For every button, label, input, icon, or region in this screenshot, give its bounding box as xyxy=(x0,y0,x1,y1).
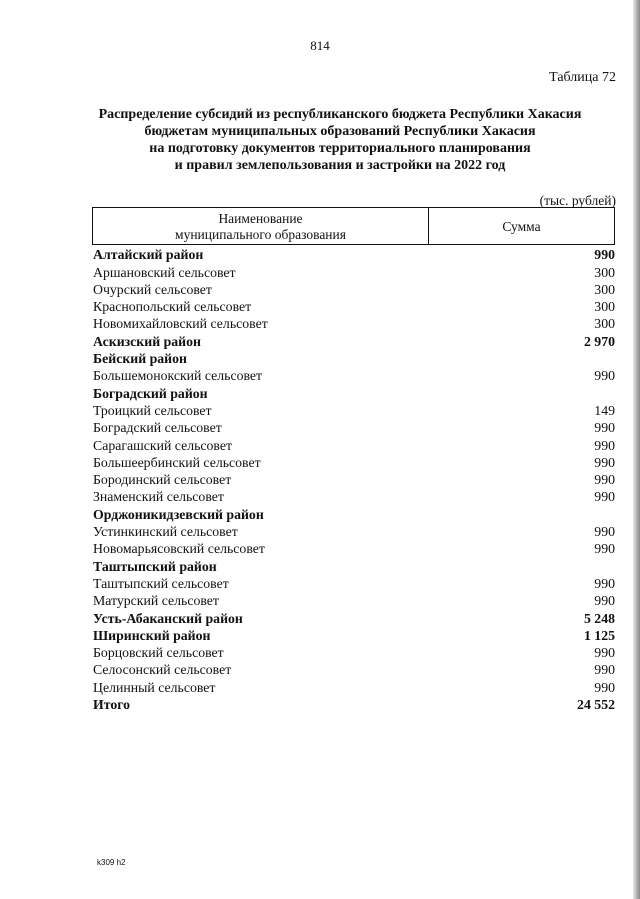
row-name: Бородинский сельсовет xyxy=(93,472,232,488)
table-row xyxy=(93,557,615,574)
row-value: 149 xyxy=(594,402,615,418)
document-title xyxy=(60,106,620,174)
row-name: Целинный сельсовет xyxy=(93,679,216,695)
table-row xyxy=(93,419,615,436)
table-row xyxy=(93,384,615,401)
table-row xyxy=(93,644,615,661)
header-name-line: муниципального образования xyxy=(175,227,346,242)
table-row xyxy=(93,315,615,332)
table-row xyxy=(93,471,615,488)
row-name: Матурский сельсовет xyxy=(93,593,219,609)
scan-edge-shadow xyxy=(633,0,640,899)
row-value: 990 xyxy=(594,524,615,540)
header-name-line: Наименование xyxy=(218,211,303,226)
row-name: Аскизский район xyxy=(93,333,201,349)
table-row xyxy=(93,332,615,349)
table-row xyxy=(93,246,615,263)
table-header xyxy=(92,207,615,245)
row-value: 990 xyxy=(594,593,615,609)
row-name: Итого xyxy=(93,697,131,713)
row-name: Сарагашский сельсовет xyxy=(93,437,232,453)
row-value: 990 xyxy=(594,645,615,661)
row-name: Краснопольский сельсовет xyxy=(93,299,252,315)
table-row xyxy=(93,350,615,367)
units-label: (тыс. рублей) xyxy=(539,193,616,208)
table-row xyxy=(93,367,615,384)
table-row xyxy=(93,627,615,644)
footer-code: k309 h2 xyxy=(97,858,126,867)
row-name: Очурский сельсовет xyxy=(93,281,212,297)
row-name: Большемонокский сельсовет xyxy=(93,368,263,384)
page-number: 814 xyxy=(310,38,330,53)
row-value: 300 xyxy=(594,299,615,315)
row-value: 5 248 xyxy=(583,610,615,626)
row-name: Бейский район xyxy=(93,351,187,367)
table-row xyxy=(93,488,615,505)
row-value: 990 xyxy=(594,472,615,488)
row-name: Борцовский сельсовет xyxy=(93,645,224,661)
table-row xyxy=(93,298,615,315)
row-value: 300 xyxy=(594,316,615,332)
table-label: Таблица 72 xyxy=(549,70,616,85)
table-row xyxy=(93,454,615,471)
row-name: Таштыпский сельсовет xyxy=(93,575,229,591)
table-row xyxy=(93,661,615,678)
row-name: Алтайский район xyxy=(93,247,204,263)
row-name: Устинкинский сельсовет xyxy=(93,524,238,540)
table-row xyxy=(93,592,615,609)
row-value: 24 552 xyxy=(577,697,615,713)
table-row xyxy=(93,609,615,626)
row-value: 990 xyxy=(594,662,615,678)
row-name: Знаменский сельсовет xyxy=(93,489,224,505)
row-name: Новомихайловский сельсовет xyxy=(93,316,268,332)
row-name: Таштыпский район xyxy=(93,558,217,574)
row-value: 990 xyxy=(594,575,615,591)
row-value: 990 xyxy=(594,368,615,384)
table-row xyxy=(93,436,615,453)
row-value: 1 125 xyxy=(583,627,615,643)
table-row xyxy=(93,575,615,592)
header-sum-cell: Сумма xyxy=(502,219,541,234)
row-name: Троицкий сельсовет xyxy=(93,402,212,418)
row-name: Аршановский сельсовет xyxy=(93,264,236,280)
table-row xyxy=(93,281,615,298)
row-value: 300 xyxy=(594,264,615,280)
row-value: 990 xyxy=(594,541,615,557)
row-name: Усть-Абаканский район xyxy=(93,610,243,626)
table-row xyxy=(93,523,615,540)
title-line: на подготовку документов территориального планирования xyxy=(149,141,531,156)
row-name: Новомарьясовский сельсовет xyxy=(93,541,265,557)
table-row xyxy=(93,696,615,713)
row-name: Орджоникидзевский район xyxy=(93,506,264,522)
row-value: 990 xyxy=(594,679,615,695)
title-line: Распределение субсидий из республиканского бюджета Республики Хакасия xyxy=(98,107,582,122)
row-value: 990 xyxy=(594,437,615,453)
row-name: Ширинский район xyxy=(93,627,211,643)
title-line: и правил землепользования и застройки на 2022 год xyxy=(174,158,506,173)
row-value: 990 xyxy=(594,454,615,470)
table-row xyxy=(93,263,615,280)
row-value: 2 970 xyxy=(583,333,615,349)
header-name-cell xyxy=(93,208,429,244)
row-value: 990 xyxy=(594,420,615,436)
table-row xyxy=(93,402,615,419)
row-value: 990 xyxy=(594,489,615,505)
row-value: 300 xyxy=(594,281,615,297)
title-line: бюджетам муниципальных образований Республики Хакасия xyxy=(144,124,536,139)
table-row xyxy=(93,540,615,557)
table-body xyxy=(93,246,615,713)
table-row xyxy=(93,678,615,695)
row-name: Селосонский сельсовет xyxy=(93,662,232,678)
row-name: Большеербинский сельсовет xyxy=(93,454,261,470)
row-name: Боградский район xyxy=(93,385,208,401)
row-name: Боградский сельсовет xyxy=(93,420,222,436)
table-row xyxy=(93,505,615,522)
row-value: 990 xyxy=(594,247,615,263)
